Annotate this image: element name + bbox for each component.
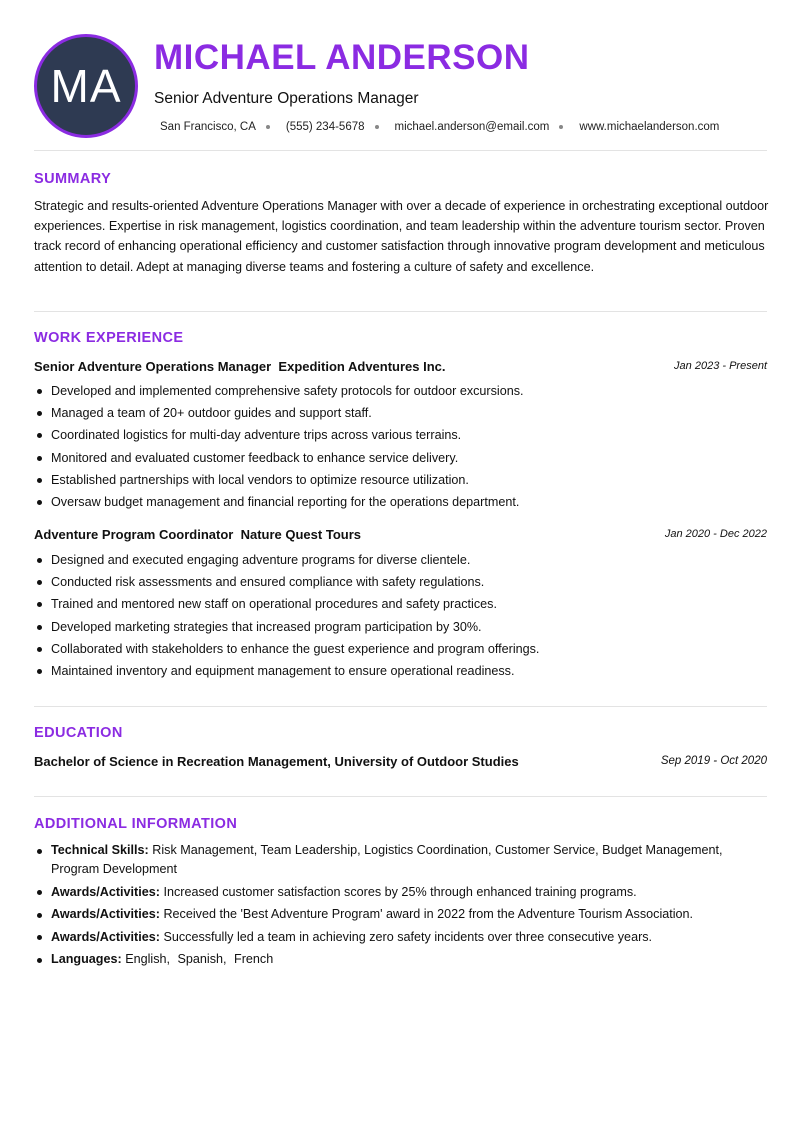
job-header — [34, 527, 767, 545]
job-title-company — [34, 527, 361, 542]
list-item — [34, 905, 767, 924]
item-label: Awards/Activities: — [51, 929, 160, 944]
language: Spanish, — [177, 952, 227, 966]
additional-info-list — [34, 841, 767, 973]
candidate-name: MICHAEL ANDERSON — [154, 38, 530, 77]
summary-heading: SUMMARY — [34, 171, 112, 187]
avatar — [34, 34, 138, 138]
list-item: Established partnerships with local vendors to optimize resource utilization. — [34, 469, 767, 491]
job-role: Senior Adventure Operations Manager — [34, 359, 272, 374]
list-item: Conducted risk assessments and ensured compliance with safety regulations. — [34, 571, 767, 593]
job-dates: Jan 2020 - Dec 2022 — [664, 528, 767, 540]
contact-website[interactable]: www.michaelanderson.com — [579, 121, 720, 133]
list-item: Oversaw budget management and financial reporting for the operations department. — [34, 491, 767, 513]
summary-text: Strategic and results-oriented Adventure Operations Manager with over a decade of experience in orchestrating exceptional outdoor experiences. Expertise in risk management, logistics coordination, and team leadership within the adventure tourism sector. Proven track record of enhancing operational efficiency and customer satisfaction through innovative program development and meticulous attention to detail. Adept at managing diverse teams and fostering a culture of safety and excellence. — [34, 199, 769, 274]
languages-label: Languages: — [51, 952, 122, 966]
list-item: Coordinated logistics for multi-day adventure trips across various terrains. — [34, 424, 767, 446]
list-item: Monitored and evaluated customer feedback to enhance service delivery. — [34, 447, 767, 469]
additional-info-heading: ADDITIONAL INFORMATION — [34, 816, 238, 832]
job-role: Adventure Program Coordinator — [34, 527, 234, 542]
divider — [34, 150, 767, 151]
contact-phone: (555) 234-5678 — [285, 121, 365, 133]
language: English, — [125, 952, 170, 966]
list-item: Designed and executed engaging adventure programs for diverse clientele. — [34, 549, 767, 571]
languages-item — [34, 950, 767, 969]
resume-header — [34, 34, 767, 138]
item-label: Technical Skills: — [51, 843, 149, 857]
avatar-initials: MA — [50, 60, 122, 112]
list-item: Developed marketing strategies that increased program participation by 30%. — [34, 616, 767, 638]
job-company: Expedition Adventures Inc. — [278, 359, 446, 374]
education-degree: Bachelor of Science in Recreation Management, University of Outdoor Studies — [34, 754, 519, 769]
divider — [34, 706, 767, 707]
education-heading: EDUCATION — [34, 725, 123, 741]
list-item: Trained and mentored new staff on operational procedures and safety practices. — [34, 593, 767, 615]
work-experience-heading: WORK EXPERIENCE — [34, 330, 184, 346]
job-bullets — [34, 380, 767, 513]
item-text: Successfully led a team in achieving zero safety incidents over three consecutive years. — [163, 929, 653, 944]
language: French — [234, 952, 274, 966]
contact-email[interactable]: michael.anderson@email.com — [394, 121, 550, 133]
item-label: Awards/Activities: — [51, 907, 160, 921]
list-item — [34, 928, 767, 947]
item-text: Risk Management, Team Leadership, Logistics Coordination, Customer Service, Budget Management, Program Development — [51, 843, 723, 876]
item-text: Increased customer satisfaction scores by 25% through enhanced training programs. — [163, 884, 637, 899]
divider — [34, 311, 767, 312]
separator-dot — [375, 125, 379, 129]
job-bullets — [34, 549, 767, 682]
job-dates: Jan 2023 - Present — [674, 360, 767, 372]
list-item: Developed and implemented comprehensive safety protocols for outdoor excursions. — [34, 380, 767, 402]
contact-line — [160, 121, 719, 133]
list-item: Maintained inventory and equipment management to ensure operational readiness. — [34, 660, 767, 682]
job-company: Nature Quest Tours — [240, 527, 361, 542]
list-item — [34, 841, 767, 879]
education-dates: Sep 2019 - Oct 2020 — [660, 755, 767, 767]
list-item: Collaborated with stakeholders to enhance the guest experience and program offerings. — [34, 638, 767, 660]
contact-location: San Francisco, CA — [160, 121, 256, 133]
item-text: Received the 'Best Adventure Program' award in 2022 from the Adventure Tourism Association. — [163, 907, 694, 921]
separator-dot — [266, 125, 270, 129]
job-header — [34, 359, 767, 377]
candidate-title: Senior Adventure Operations Manager — [154, 90, 419, 107]
job-title-company — [34, 359, 446, 374]
list-item: Managed a team of 20+ outdoor guides and support staff. — [34, 402, 767, 424]
education-entry — [34, 754, 767, 772]
divider — [34, 796, 767, 797]
separator-dot — [559, 125, 563, 129]
list-item — [34, 883, 767, 902]
item-label: Awards/Activities: — [51, 884, 160, 899]
